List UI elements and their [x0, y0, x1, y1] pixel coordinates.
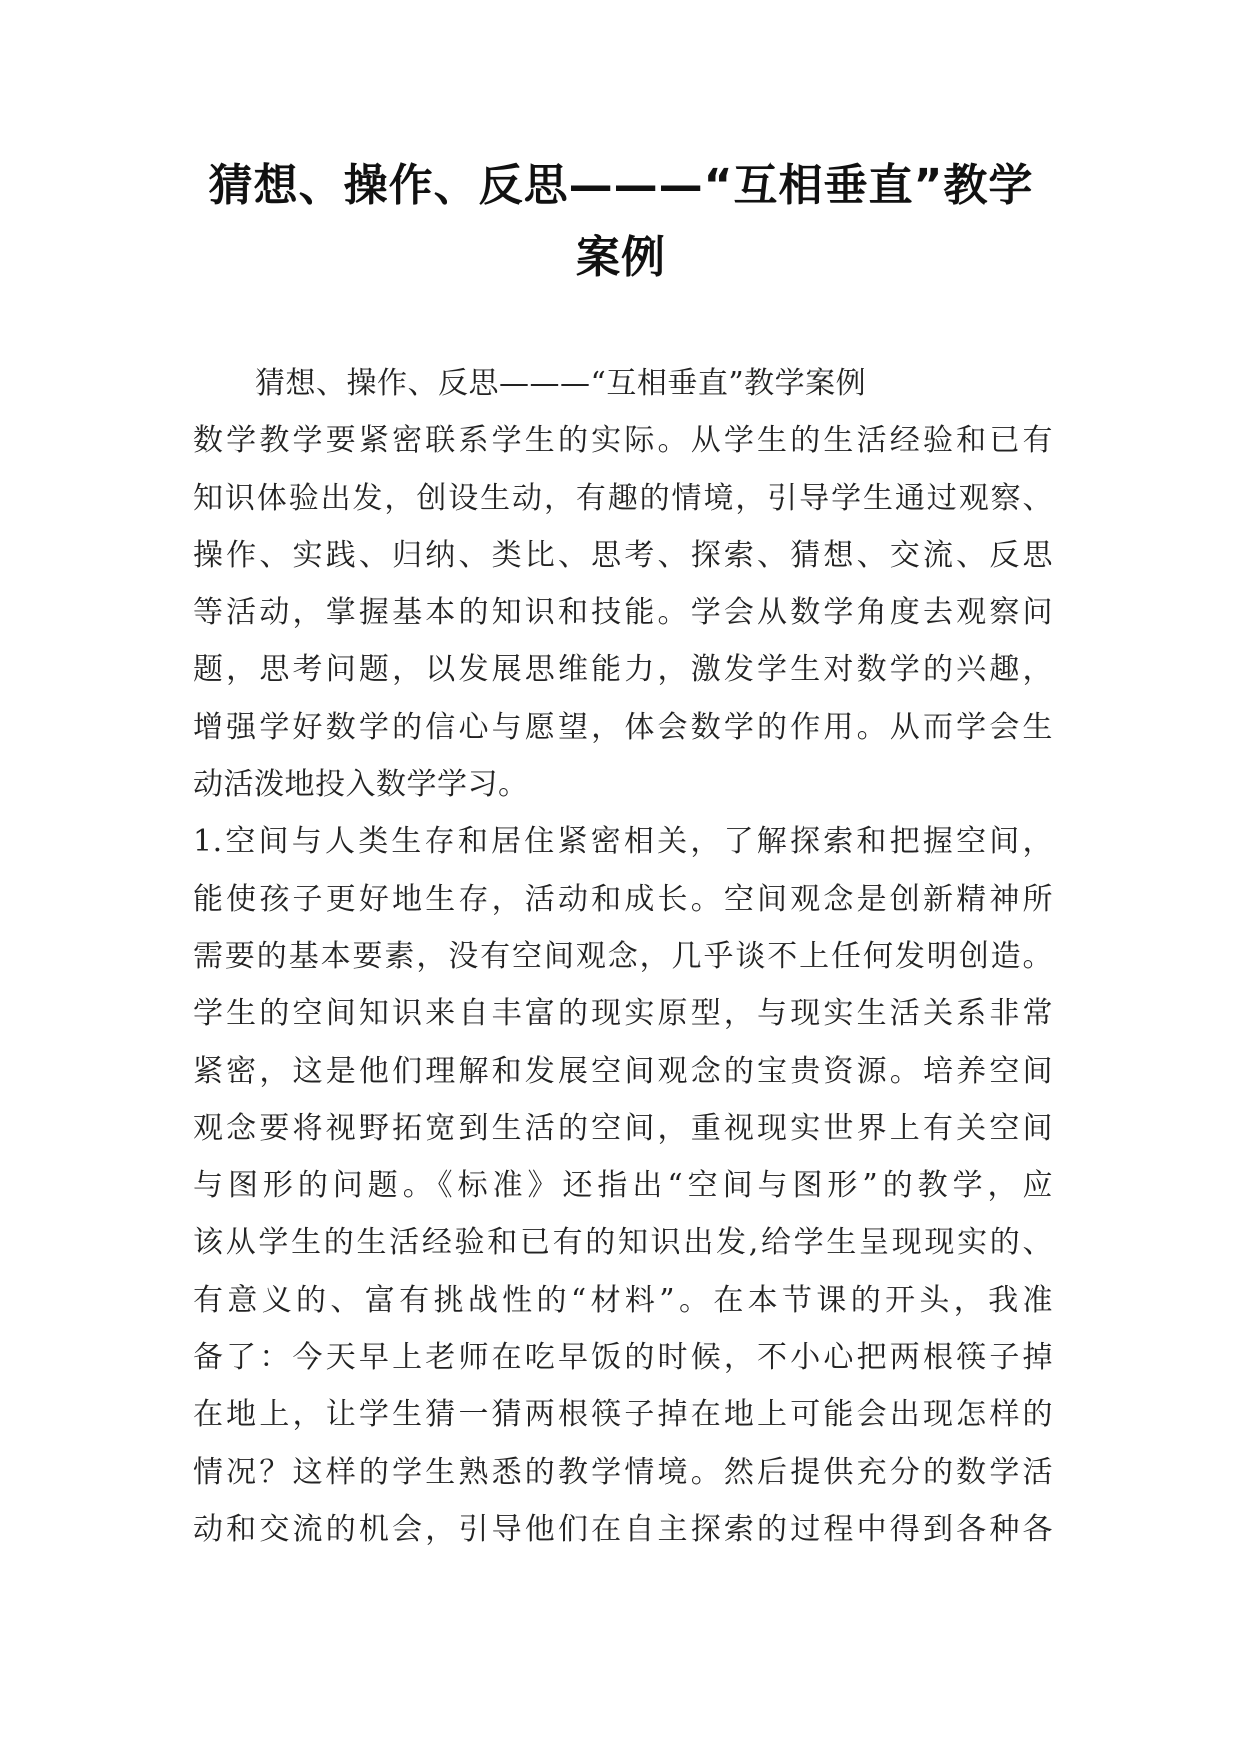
body-line: 知识体验出发，创设生动，有趣的情境，引导学生通过观察、 [193, 480, 1053, 516]
document-body [193, 355, 1053, 1558]
body-line: 该从学生的生活经验和已有的知识出发,给学生呈现现实的、 [193, 1225, 1053, 1261]
body-line: 学生的空间知识来自丰富的现实原型，与现实生活关系非常 [193, 996, 1053, 1032]
body-line: 备了：今天早上老师在吃早饭的时候，不小心把两根筷子掉 [193, 1340, 1053, 1376]
body-line: 1.空间与人类生存和居住紧密相关，了解探索和把握空间， [193, 824, 1053, 860]
title-line: 案例 [576, 232, 666, 283]
body-line: 猜想、操作、反思———“互相垂直”教学案例 [255, 366, 867, 401]
body-line: 操作、实践、归纳、类比、思考、探索、猜想、交流、反思 [193, 537, 1053, 573]
body-line: 数学教学要紧密联系学生的实际。从学生的生活经验和已有 [193, 423, 1053, 459]
body-line: 增强学好数学的信心与愿望，体会数学的作用。从而学会生 [193, 709, 1053, 745]
body-line: 等活动，掌握基本的知识和技能。学会从数学角度去观察问 [193, 595, 1053, 631]
body-line: 需要的基本要素，没有空间观念，几乎谈不上任何发明创造。 [193, 938, 1053, 974]
body-line: 题，思考问题，以发展思维能力，激发学生对数学的兴趣， [193, 652, 1053, 688]
document-title [186, 150, 1056, 294]
body-line: 动活泼地投入数学学习。 [193, 767, 529, 803]
body-line: 在地上，让学生猜一猜两根筷子掉在地上可能会出现怎样的 [193, 1397, 1053, 1433]
title-line: 猜想、操作、反思———“互相垂直”教学 [208, 160, 1034, 211]
body-line: 紧密，这是他们理解和发展空间观念的宝贵资源。培养空间 [193, 1053, 1053, 1089]
body-line: 能使孩子更好地生存，活动和成长。空间观念是创新精神所 [193, 881, 1053, 917]
body-line: 与图形的问题。《标准》还指出“空间与图形”的教学，应 [193, 1168, 1053, 1204]
body-line: 动和交流的机会，引导他们在自主探索的过程中得到各种各 [193, 1511, 1053, 1547]
body-line: 有意义的、富有挑战性的“材料”。在本节课的开头，我准 [193, 1282, 1053, 1318]
body-line: 情况？这样的学生熟悉的教学情境。然后提供充分的数学活 [193, 1454, 1053, 1490]
body-line: 观念要将视野拓宽到生活的空间，重视现实世界上有关空间 [193, 1110, 1053, 1146]
